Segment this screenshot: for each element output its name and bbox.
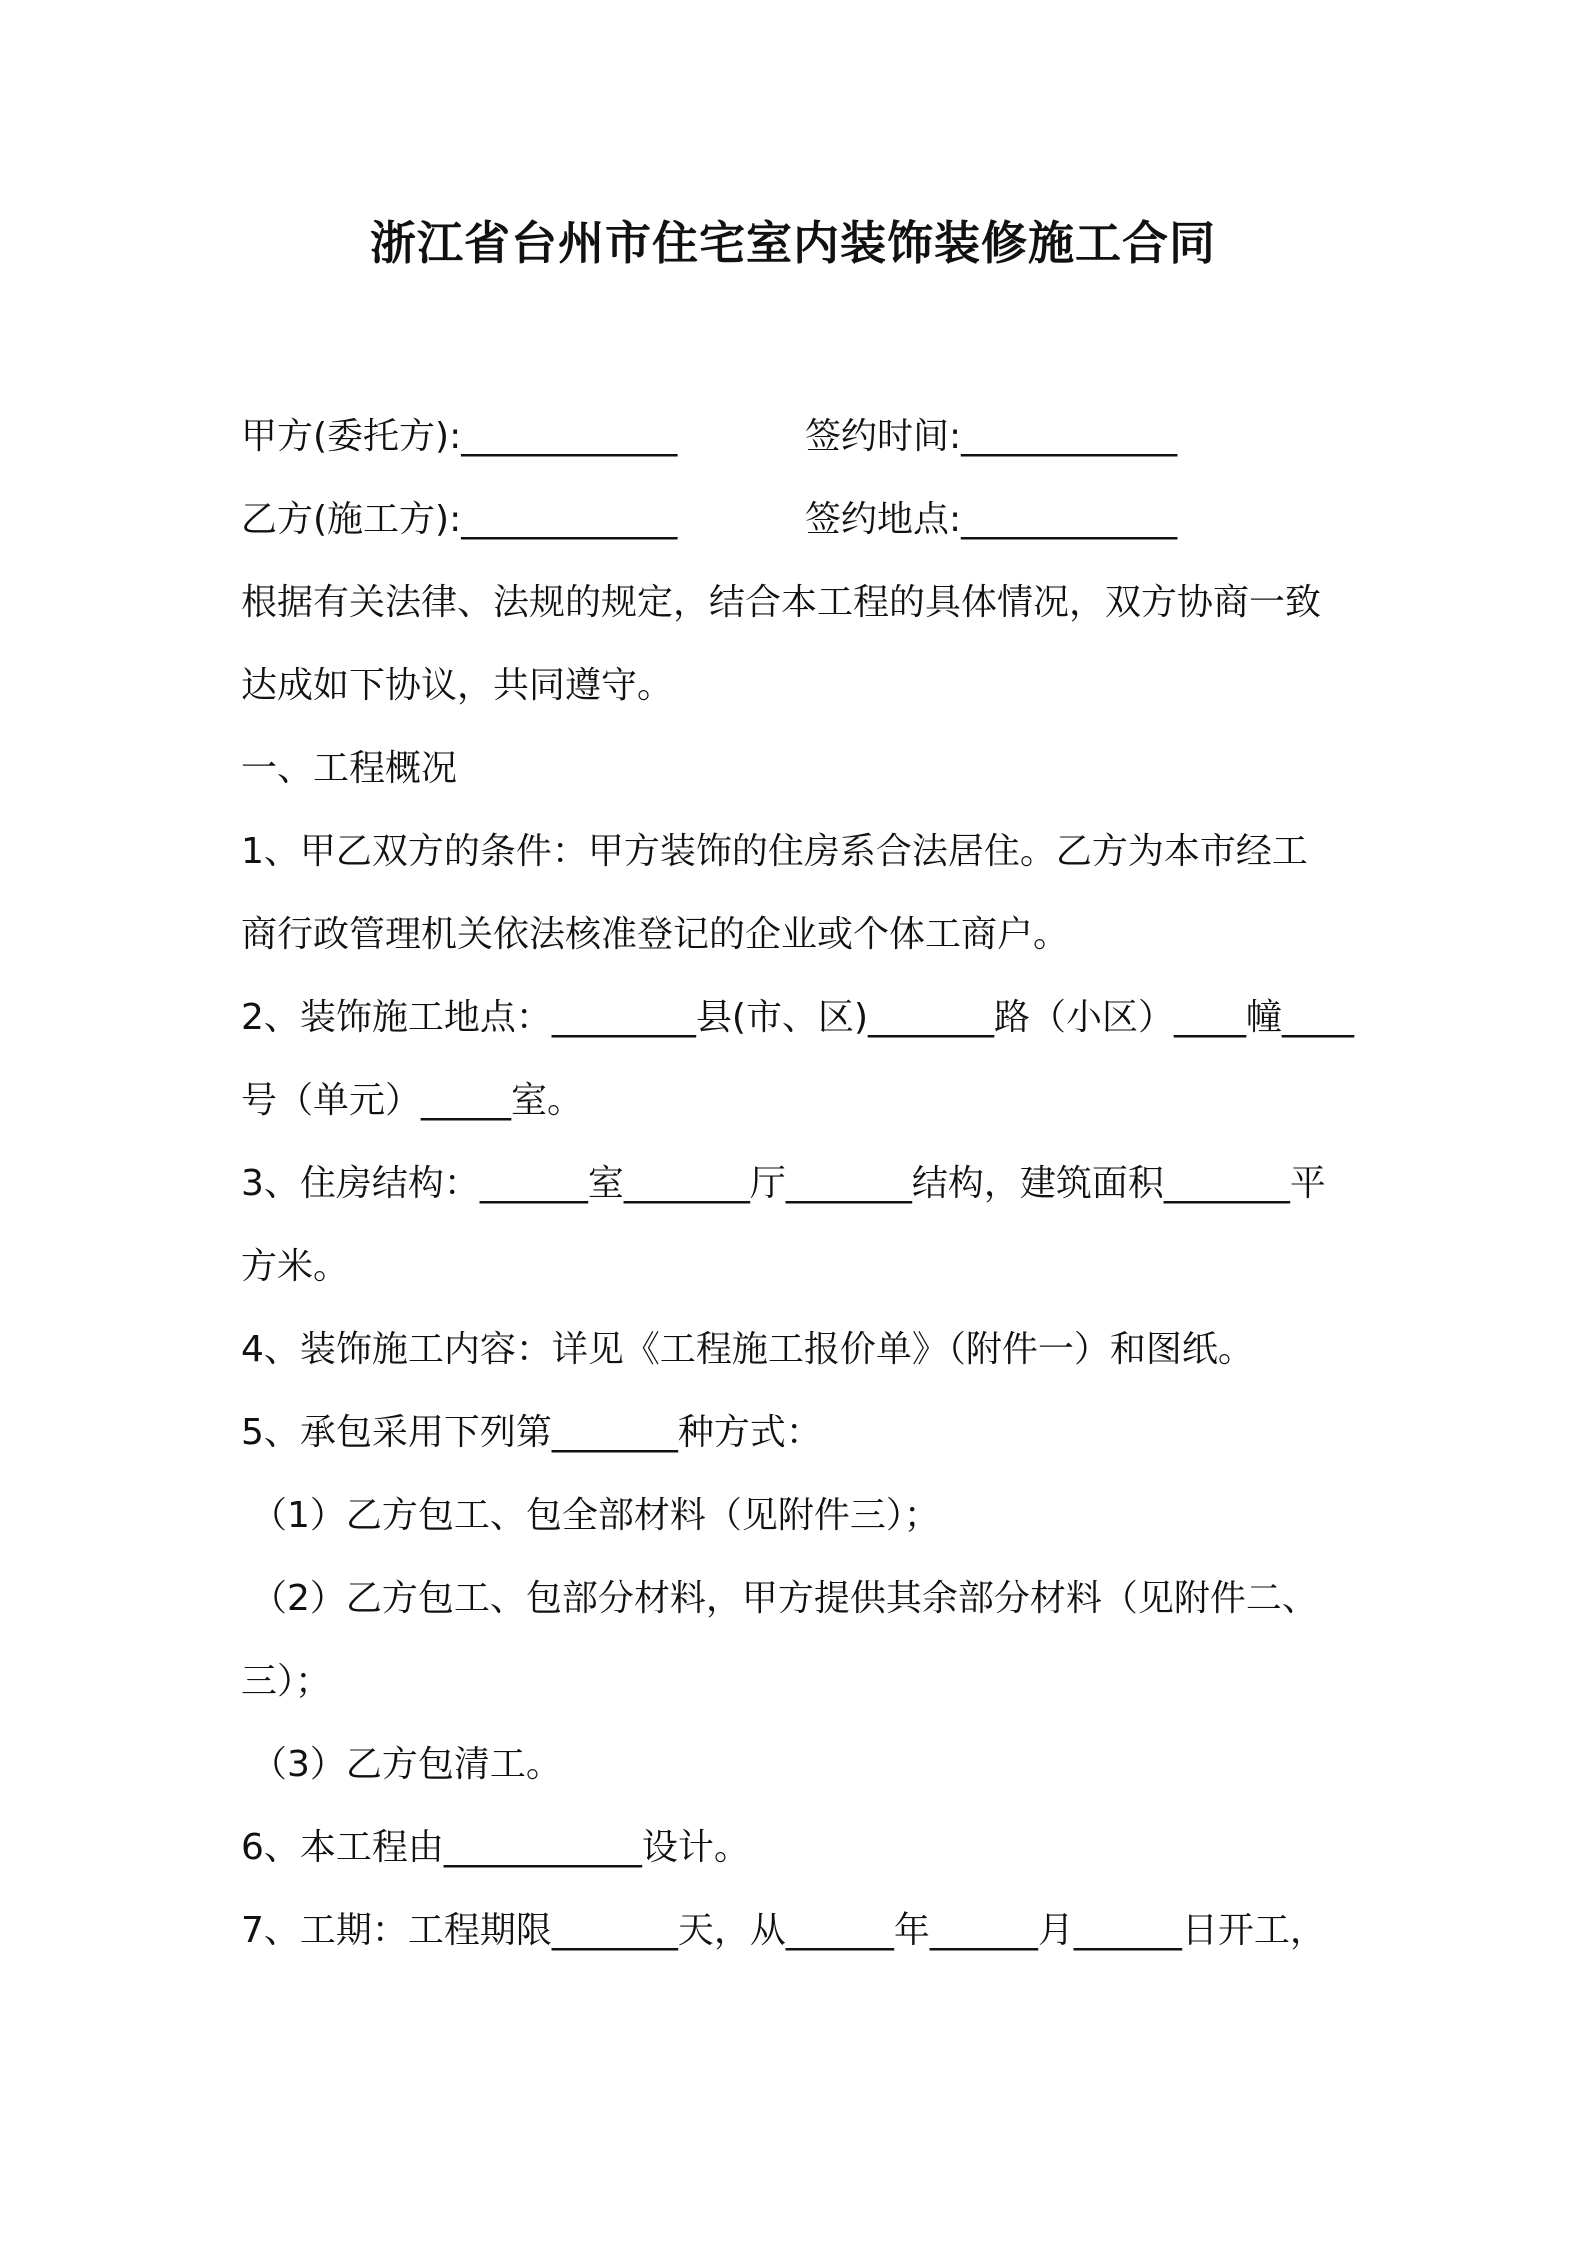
- clause-3-line-1: 3、住房结构：______室_______厅_______结构，建筑面积_______平: [241, 1163, 1326, 1204]
- intro-line-1: 根据有关法律、法规的规定，结合本工程的具体情况，双方协商一致: [241, 582, 1322, 623]
- document-title: 浙江省台州市住宅室内装饰装修施工合同: [370, 216, 1216, 270]
- clause-5-option-1: （1）乙方包工、包全部材料（见附件三）；: [251, 1495, 940, 1536]
- party-a-field: 甲方(委托方):____________: [241, 416, 678, 457]
- clause-3-line-2: 方米。: [241, 1246, 350, 1287]
- clause-1-line-1: 1、甲乙双方的条件：甲方装饰的住房系合法居住。乙方为本市经工: [241, 831, 1308, 872]
- clause-1-line-2: 商行政管理机关依法核准登记的企业或个体工商户。: [241, 914, 1070, 955]
- clause-5: 5、承包采用下列第_______种方式：: [241, 1412, 822, 1453]
- sign-time-field: 签约时间:____________: [805, 416, 1178, 457]
- sign-place-field: 签约地点:____________: [805, 499, 1178, 540]
- clause-5-option-2-line-2: 三）；: [241, 1661, 332, 1702]
- party-b-field: 乙方(施工方):____________: [241, 499, 678, 540]
- intro-line-2: 达成如下协议，共同遵守。: [241, 665, 674, 706]
- clause-5-option-3: （3）乙方包清工。: [251, 1744, 562, 1785]
- clause-5-option-2-line-1: （2）乙方包工、包部分材料，甲方提供其余部分材料（见附件二、: [251, 1578, 1318, 1619]
- section-heading: 一、工程概况: [241, 748, 458, 789]
- clause-2-line-1: 2、装饰施工地点：________县(市、区)_______路（小区）____幢____: [241, 997, 1354, 1038]
- clause-7: 7、工期：工程期限_______天，从______年______月______日开工，: [241, 1910, 1326, 1951]
- clause-2-line-2: 号（单元）_____室。: [241, 1080, 584, 1121]
- clause-6: 6、本工程由___________设计。: [241, 1827, 750, 1868]
- clause-4: 4、装饰施工内容：详见《工程施工报价单》（附件一）和图纸。: [241, 1329, 1254, 1370]
